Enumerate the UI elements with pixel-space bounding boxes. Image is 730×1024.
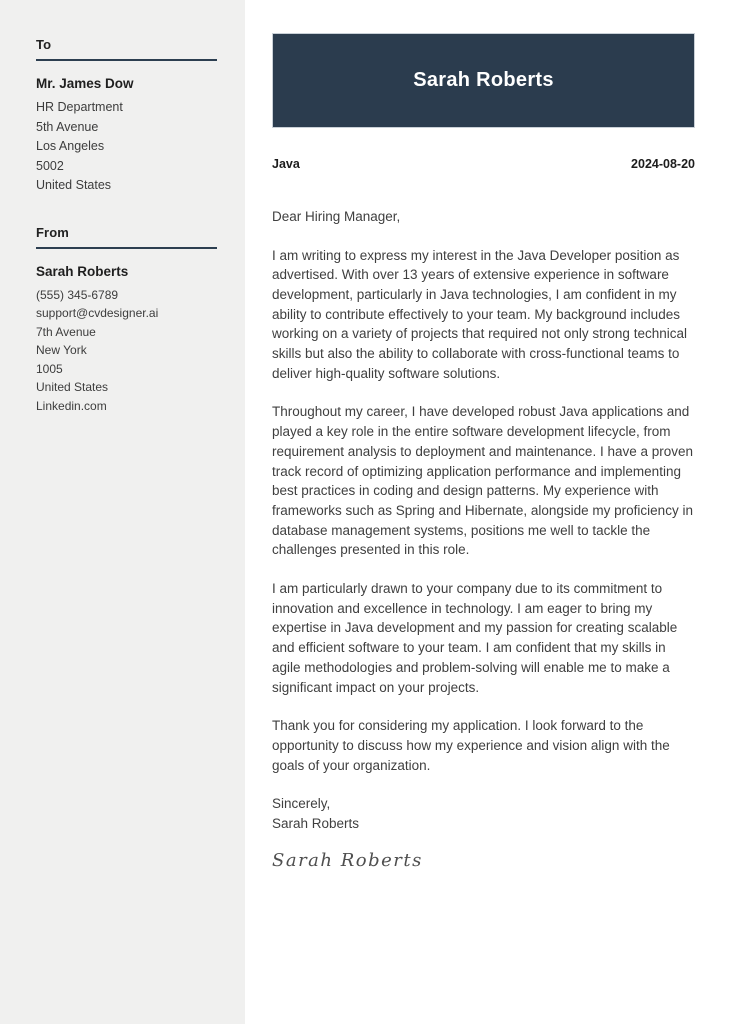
contact-sidebar — [0, 0, 245, 1024]
sender-zip: 1005 — [36, 361, 63, 376]
closing-block — [272, 794, 695, 834]
paragraph-intro: I am writing to express my interest in the Java Developer position as advertised. With over 13 years of extensive experience in software development, particularly in Java technologies, I am confident in my ability to contribute effectively to your team. My background includes working on a variety of projects that required not only strong technical skills but also the ability to collaborate with cross-functional teams to deliver high-quality software solutions. — [272, 247, 687, 381]
handwritten-signature: Sarah Roberts — [272, 850, 423, 872]
recipient-country: United States — [36, 178, 112, 192]
recipient-department: HR Department — [36, 100, 123, 114]
banner-name: Sarah Roberts — [413, 69, 554, 91]
recipient-street: 5th Avenue — [36, 119, 99, 134]
recipient-name: Mr. James Dow — [36, 76, 134, 91]
paragraph-thanks: Thank you for considering my application. I look forward to the opportunity to discuss how my experience and vision align with the goals of your organization. — [272, 718, 670, 773]
paragraph-motivation: I am particularly drawn to your company due to its commitment to innovation and excellence in technology. I am eager to bring my expertise in Java development and my passion for creating scalable and efficient software to your team. I am confident that my skills in agile methodologies and problem-solving will enable me to make a significant impact on your projects. — [272, 581, 678, 695]
recipient-zip: 5002 — [36, 158, 64, 173]
sender-email: support@cvdesigner.ai — [36, 306, 159, 320]
salutation: Dear Hiring Manager, — [272, 209, 401, 224]
position-title: Java — [272, 157, 300, 171]
to-label: To — [36, 37, 52, 52]
recipient-city: Los Angeles — [36, 139, 105, 153]
sender-phone: (555) 345-6789 — [36, 287, 119, 302]
sender-country: United States — [36, 380, 109, 394]
name-banner — [272, 33, 695, 128]
sender-street: 7th Avenue — [36, 324, 96, 339]
sender-city: New York — [36, 343, 87, 357]
letter-date: 2024-08-20 — [631, 157, 695, 171]
from-section — [36, 225, 217, 416]
from-divider — [36, 247, 217, 249]
meta-row — [272, 157, 695, 171]
closing-name: Sarah Roberts — [272, 816, 360, 832]
from-label: From — [36, 224, 69, 240]
closing-word: Sincerely, — [272, 796, 331, 812]
to-divider — [36, 59, 217, 61]
letter-main — [245, 0, 730, 1024]
sender-linkedin: Linkedin.com — [36, 398, 107, 413]
paragraph-experience: Throughout my career, I have developed robust Java applications and played a key role in the entire software development lifecycle, from requirement analysis to deployment and maintenance. I have a proven track record of optimizing application performance and implementing best practices in coding and design patterns. My experience with frameworks such as Spring and Hibernate, alongside my proficiency in database management systems, positions me well to tackle the challenges presented in this role. — [272, 404, 694, 558]
sender-name: Sarah Roberts — [36, 263, 129, 279]
to-section — [36, 37, 217, 196]
